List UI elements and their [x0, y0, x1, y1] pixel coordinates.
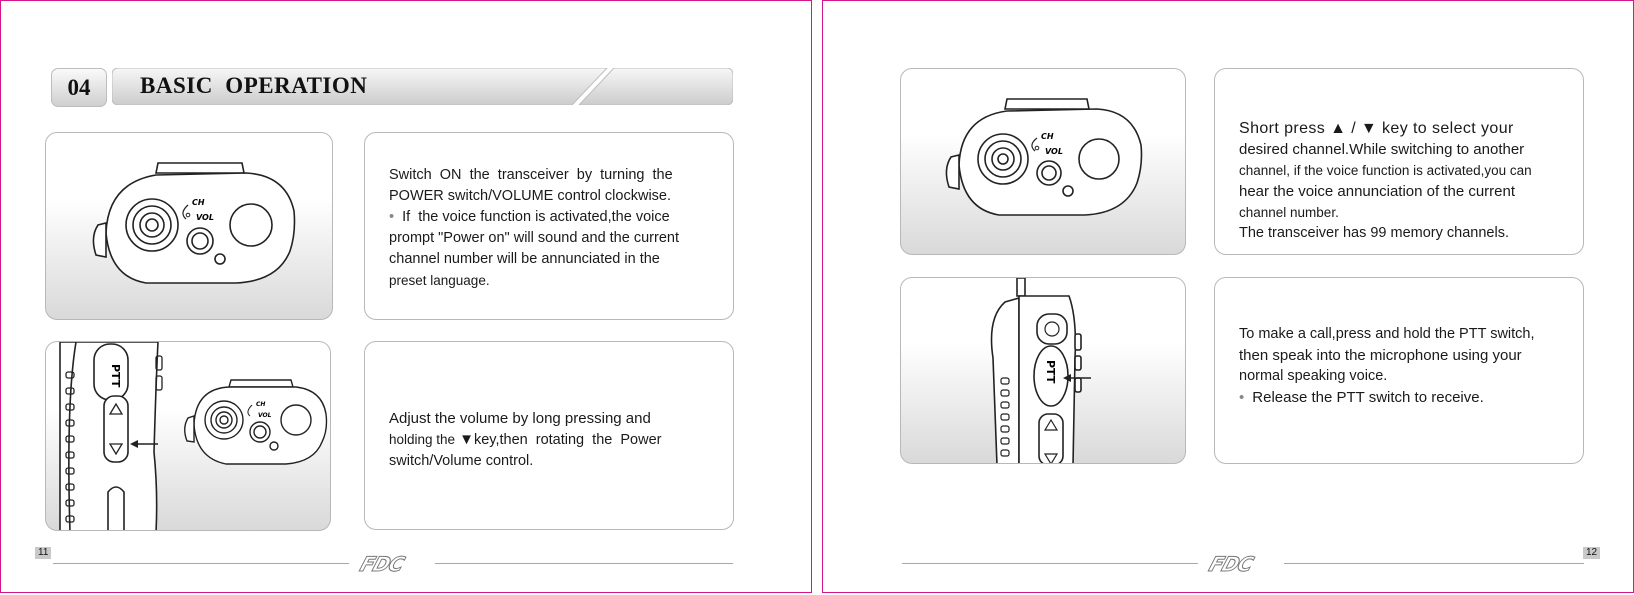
- channel-line6: The transceiver has 99 memory channels.: [1239, 225, 1509, 241]
- down-key-icon: ▼: [459, 431, 474, 448]
- power-on-textbox: [364, 132, 734, 320]
- channel-line2: desired channel.While switching to another: [1239, 141, 1525, 158]
- page-number-left: 11: [35, 547, 51, 559]
- vol-label: VOL: [196, 213, 214, 222]
- power-on-line5: channel number will be annunciated in the: [389, 251, 660, 267]
- vol-label-3: VOL: [1045, 147, 1063, 156]
- channel-line1b: key to select your: [1382, 120, 1514, 137]
- volume-adjust-illustration: [45, 341, 331, 531]
- ptt-label: PTT: [109, 364, 122, 388]
- brand-logo-right: FDC: [1206, 552, 1256, 576]
- section-header: [112, 68, 733, 105]
- down-key-icon-2: ▼: [1360, 120, 1378, 137]
- up-key-icon: ▲: [1330, 120, 1347, 137]
- ch-label-2: CH: [256, 401, 266, 408]
- power-on-line4: prompt "Power on" will sound and the current: [389, 230, 679, 246]
- footer-line-right-b: [1284, 563, 1584, 564]
- ptt-illustration: [900, 277, 1186, 464]
- ptt-line2: then speak into the microphone using your: [1239, 347, 1522, 364]
- power-on-line6: preset language.: [389, 273, 490, 288]
- power-on-line2: POWER switch/VOLUME control clockwise.: [389, 188, 672, 204]
- volume-line2b: key,then rotating the Power: [473, 432, 662, 448]
- channel-line4: hear the voice annunciation of the current: [1239, 183, 1516, 200]
- radio-top-illustration: [45, 132, 333, 320]
- section-title: BASIC OPERATION: [140, 73, 368, 98]
- channel-select-illustration: [900, 68, 1186, 255]
- ptt-textbox: [1214, 277, 1584, 464]
- volume-textbox: [364, 341, 734, 530]
- channel-line1a: Short press: [1239, 120, 1326, 137]
- volume-line2a: holding the: [389, 432, 456, 447]
- vol-label-2: VOL: [258, 412, 272, 419]
- ch-label: CH: [192, 198, 205, 207]
- volume-line1: Adjust the volume by long pressing and: [389, 410, 651, 427]
- power-on-bullet: If the voice function is activated,the voice: [402, 209, 670, 225]
- ptt-line3: normal speaking voice.: [1239, 368, 1388, 384]
- radio-top-drawing-2: [901, 69, 1186, 255]
- ptt-line1: To make a call,press and hold the PTT switch,: [1239, 326, 1535, 342]
- page-left: [0, 0, 812, 593]
- volume-line3: switch/Volume control.: [389, 453, 534, 469]
- page-right: [822, 0, 1634, 593]
- footer-line-right-a: [902, 563, 1198, 564]
- channel-line5: channel number.: [1239, 205, 1339, 220]
- radio-top-drawing: [46, 133, 333, 320]
- channel-textbox: [1214, 68, 1584, 255]
- ptt-side-drawing-2: [901, 278, 1186, 464]
- ptt-bullet: Release the PTT switch to receive.: [1252, 389, 1484, 406]
- channel-line3: channel, if the voice function is activated,you can: [1239, 163, 1532, 178]
- power-on-line1: Switch ON the transceiver by turning the: [389, 167, 673, 183]
- ch-label-3: CH: [1041, 132, 1054, 141]
- footer-line-left-a: [53, 563, 349, 564]
- brand-logo-left: FDC: [357, 552, 407, 576]
- section-number: 04: [51, 68, 107, 107]
- page-number-right: 12: [1583, 547, 1600, 559]
- footer-line-left-b: [435, 563, 733, 564]
- ptt-label-2: PTT: [1044, 360, 1057, 384]
- channel-line1-sep: /: [1351, 120, 1357, 137]
- ptt-side-drawing: [46, 342, 331, 531]
